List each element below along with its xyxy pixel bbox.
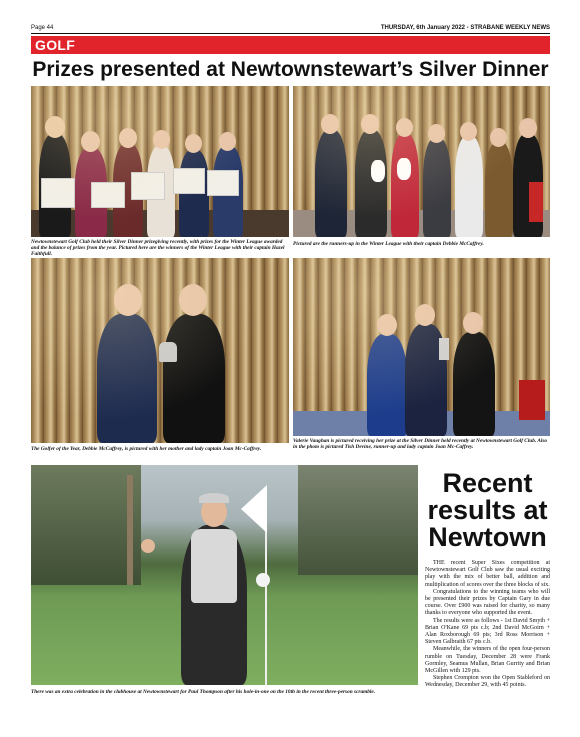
article-paragraph: The results were as follows - 1st David Smyth + Brian O'Kane 69 pts c.b; 2nd David McGoirn + Alan Roxborough 69 pts; 3rd Ross Morrison + Steven Galbraith 67 pts c.b. <box>425 617 550 646</box>
photo-winter-league-winners <box>31 86 289 237</box>
caption-photo-3: The Golfer of the Year, Debbie McCaffrey, is pictured with her mother and lady captain Joan Mc-Caffrey. <box>31 446 262 452</box>
photo-winter-league-runners-up <box>293 86 550 237</box>
page-headline: Prizes presented at Newtownstewart’s Silver Dinner <box>32 58 549 81</box>
caption-photo-4: Valerie Vaughan is pictured receiving her prize at the Silver Dinner held recently at Newtownstewart Golf Club. Also in the photo is pictured Tish Devine, runner-up and lady captain Joan Mc-Caffrey. <box>293 438 548 451</box>
article-paragraph: Meanwhile, the winners of the open four-person rumble on Tuesday, December 28 were Frank Gormley, Seamus Mullan, Brian Gurrity and Brian McGillen with 129 pts. <box>425 646 550 675</box>
article-paragraph: Stephen Crompton won the Open Stableford on Wednesday, December 29, with 45 points. <box>425 675 550 689</box>
article-body <box>425 560 550 690</box>
photo-valerie-vaughan-prize <box>293 258 550 436</box>
caption-photo-5: There was an extra celebration in the clubhouse at Newtownstewart for Paul Thompson after his hole-in-one on the 10th in the recent three-person scramble. <box>31 689 376 695</box>
section-bar <box>31 36 550 54</box>
issue-date-line: THURSDAY, 6th January 2022 - STRABANE WEEKLY NEWS <box>380 25 550 31</box>
caption-photo-2: Pictured are the runners-up in the Winter League with their captain Debbie McCaffrey. <box>293 241 484 247</box>
page-number: Page 44 <box>31 25 54 31</box>
photo-hole-in-one <box>31 465 418 685</box>
photo-golfer-of-the-year <box>31 258 289 443</box>
article-title: Recent results at Newtown <box>427 468 548 552</box>
article-paragraph: Congratulations to the winning teams who will be presented their prizes by Captain Gary in due course. Over £900 was raised for charity, so many thanks to everyone who supported the event. <box>425 588 550 617</box>
caption-photo-1: Newtownstewart Golf Club held their Silver Dinner prizegiving recently, with prizes for the Winter League awarded and the balance of prizes from the year. Pictured here are the winners of the Winter League with their captain Hazel Faithfull. <box>31 239 285 258</box>
article-paragraph: THE recent Super Sixes competition at Newtownstewart Golf Club saw the usual exciting play with the mix of better ball, addition and multiplication of scores over the three blocks of six. <box>425 560 550 588</box>
header-rule <box>31 33 550 34</box>
section-label: GOLF <box>35 37 76 53</box>
